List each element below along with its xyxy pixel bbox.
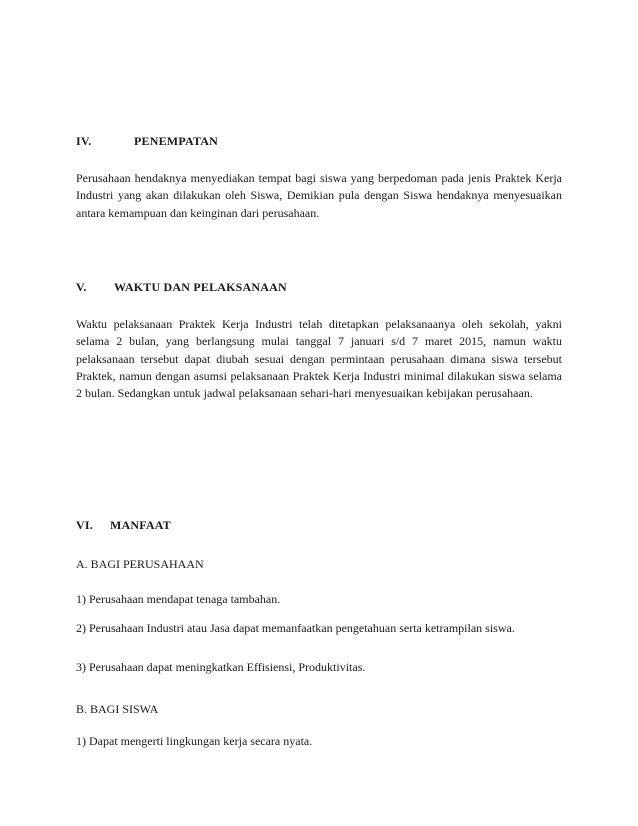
- section-vi-title: MANFAAT: [110, 518, 171, 532]
- section-v-title: WAKTU DAN PELAKSANAAN: [114, 280, 287, 294]
- section-v-number: V.: [76, 280, 87, 294]
- section-iv-heading: [76, 134, 218, 149]
- subsection-b-label: B. BAGI SISWA: [76, 702, 159, 716]
- benefit-a-item-3: 3) Perusahaan dapat meningkatkan Effisiensi, Produktivitas.: [76, 660, 366, 674]
- benefit-a-item-1: 1) Perusahaan mendapat tenaga tambahan.: [76, 592, 281, 606]
- subsection-a-label: A. BAGI PERUSAHAAN: [76, 557, 204, 571]
- benefit-a-item-2: 2) Perusahaan Industri atau Jasa dapat memanfaatkan pengetahuan serta ketrampilan siswa.: [76, 621, 515, 635]
- section-vi-number: VI.: [76, 518, 93, 532]
- section-v-heading: [76, 280, 287, 295]
- section-vi-heading: [76, 518, 171, 533]
- section-v-paragraph: Waktu pelaksanaan Praktek Kerja Industri telah ditetapkan pelaksanaanya oleh sekolah, yakni selama 2 bulan, yang berlangsung mulai tanggal 7 januari s/d 7 maret 2015, namun waktu pelaksanaan tersebut dapat diubah sesuai dengan permintaan perusahaan dimana siswa tersebut Praktek, namun dengan asumsi pelaksanaan Praktek Kerja Industri minimal dilakukan siswa selama 2 bulan. Sedangkan untuk jadwal pelaksanaan sehari-hari menyesuaikan kebijakan perusahaan.: [76, 317, 562, 401]
- section-iv-number: IV.: [76, 134, 92, 148]
- benefit-b-item-1: 1) Dapat mengerti lingkungan kerja secara nyata.: [76, 734, 313, 748]
- section-iv-paragraph: Perusahaan hendaknya menyediakan tempat bagi siswa yang berpedoman pada jenis Praktek Kerja Industri yang akan dilakukan oleh Siswa, Demikian pula dengan Siswa hendaknya menyesuaikan antara kemampuan dan keinginan dari perusahaan.: [76, 171, 562, 220]
- section-iv-title: PENEMPATAN: [134, 134, 218, 148]
